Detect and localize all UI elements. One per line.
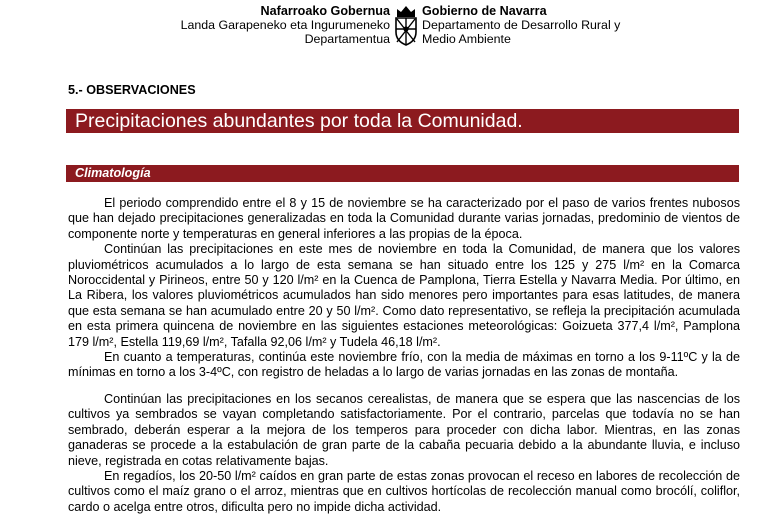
paragraph-temperatures: En cuanto a temperaturas, continúa este noviembre frío, con la media de máximas en torno a los 9-11ºC y la de mínimas en torno a los 3-4ºC, con registro de heladas a lo largo de varias jornadas en las zonas de montaña. — [68, 350, 740, 380]
header-basque — [181, 4, 390, 46]
header-basque-title: Nafarroako Gobernua — [260, 4, 390, 18]
header-spanish-dept-line2: Medio Ambiente — [422, 32, 511, 46]
header-spanish-dept-line1: Departamento de Desarrollo Rural y — [422, 18, 621, 32]
paragraph-climate-overview: El periodo comprendido entre el 8 y 15 de noviembre se ha caracterizado por el paso de varios frentes nubosos que han dejado precipitaciones generalizadas en toda la Comunidad durante varias jornadas, predominio de vientos de componente norte y temperaturas en general inferiores a las propias de la época. — [68, 196, 740, 241]
header-basque-dept-line2: Departamentua — [304, 32, 390, 46]
section-heading: 5.- OBSERVACIONES — [68, 83, 196, 97]
subsection-heading: Climatología — [66, 165, 739, 182]
header-spanish-title: Gobierno de Navarra — [422, 4, 547, 18]
header-spanish — [422, 4, 620, 46]
header-basque-dept-line1: Landa Garapeneko eta Ingurumeneko — [180, 18, 390, 32]
paragraph-precipitation: Continúan las precipitaciones en este mes de noviembre en toda la Comunidad, de manera que los valores pluviométricos acumulados a lo largo de esta semana se han situado entre los 125 y 275 l/m² en la Comarca Noroccidental y Pirineos, entre 50 y 120 l/m² en la Cuenca de Pamplona, Tierra Estella y Navarra Media. Por último, en La Ribera, los valores pluviométricos acumulados han sido menores pero importantes para esas latitudes, de manera que esta semana se han acumulado entre 20 y 50 l/m². Como dato representativo, se refleja la precipitación acumulada en esta primera quincena de noviembre en las siguientes estaciones meteorológicas: Goizueta 377,4 l/m², Pamplona 179 l/m², Estella 119,69 l/m², Tafalla 92,06 l/m² y Tudela 46,18 l/m². — [68, 242, 740, 349]
page-title: Precipitaciones abundantes por toda la Comunidad. — [66, 109, 739, 133]
page-header — [0, 4, 764, 50]
navarra-crest-icon — [393, 4, 419, 46]
body-text — [68, 196, 740, 515]
paragraph-irrigated-crops: En regadíos, los 20-50 l/m² caídos en gran parte de estas zonas provocan el receso en labores de recolección de cultivos como el maíz grano o el arroz, mientras que en cultivos hortícolas de recolección manual como brocólí, coliflor, cardo o acelga entre otros, dificulta pero no impide dicha actividad. — [68, 468, 740, 514]
paragraph-dryland-crops: Continúan las precipitaciones en los secanos cerealistas, de manera que se espera que las nascencias de los cultivos ya sembrados se vayan completando satisfactoriamente. Por el contrario, parcelas que todavía no se han sembrado, deberán esperar a la mejora de los temperos para proceder con dicha labor. Mientras, en las zonas ganaderas se procede a la estabulación de gran parte de la cabaña pecuaria debido a la abundante lluvia, e incluso nieve, registrada en cotas relativamente bajas. — [68, 391, 740, 468]
